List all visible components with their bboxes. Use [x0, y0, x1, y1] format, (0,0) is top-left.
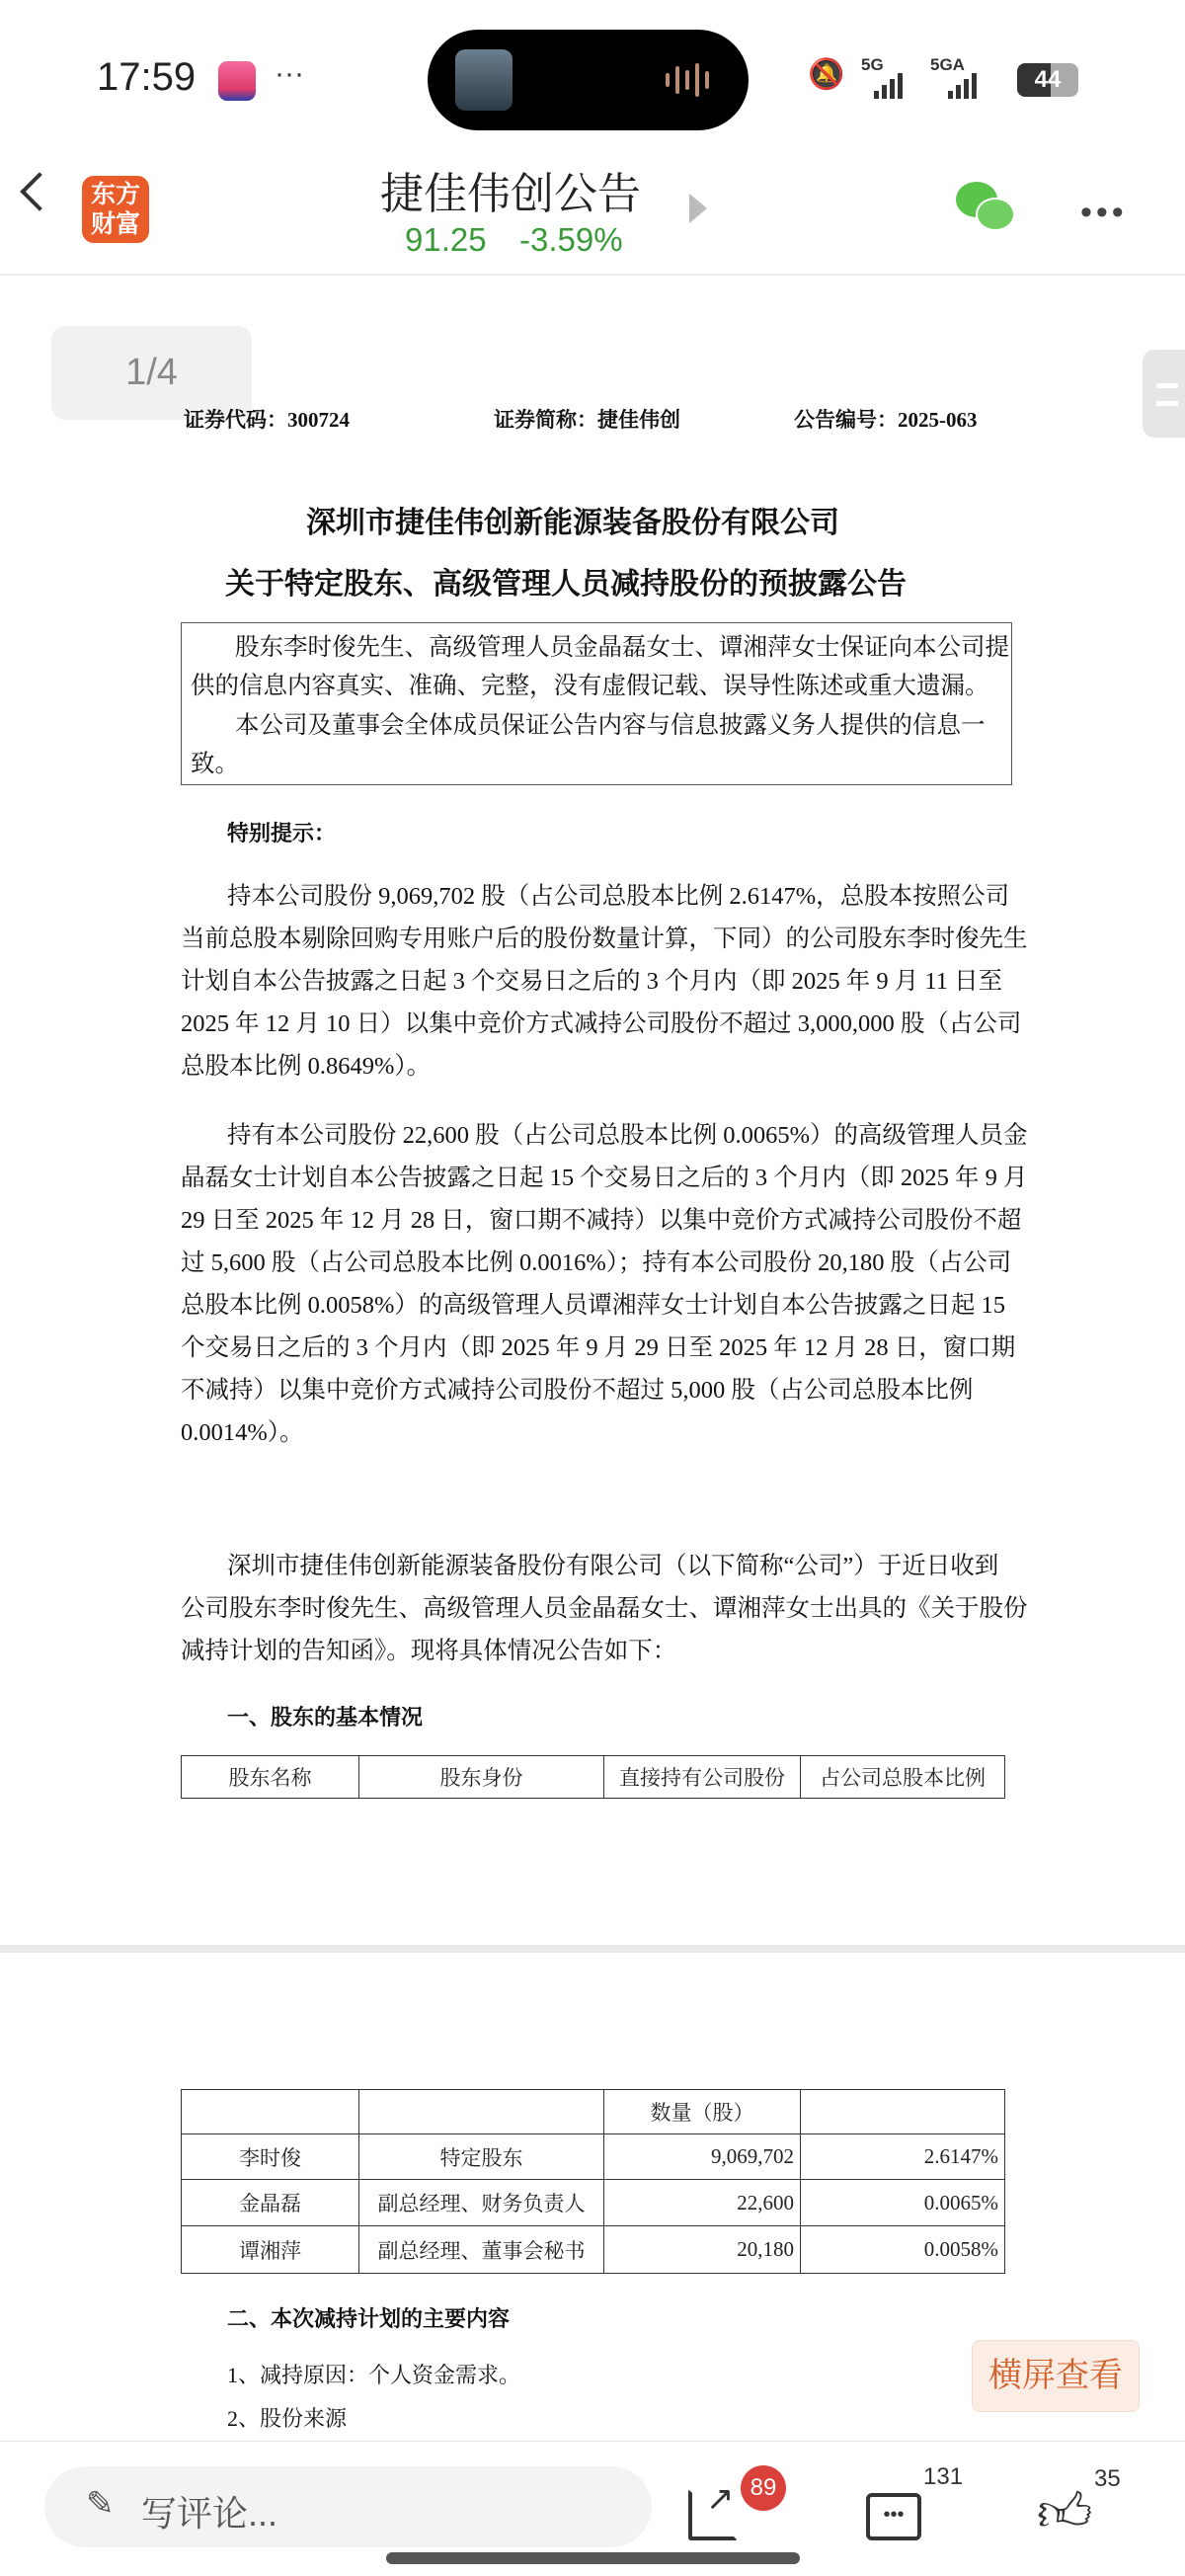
para-line: 持本公司股份 9,069,702 股（占公司总股本比例 2.6147%，总股本按照公司	[227, 883, 1010, 910]
col-header: 股东名称	[182, 1756, 359, 1799]
page-title: 捷佳伟创公告	[380, 170, 641, 218]
expand-triangle-icon[interactable]	[689, 194, 707, 223]
section-2-heading: 二、本次减持计划的主要内容	[227, 2306, 511, 2331]
share-count-badge: 89	[741, 2465, 786, 2511]
security-short-name: 证券简称：捷佳伟创	[494, 408, 680, 432]
col-subheader: 数量（股）	[604, 2090, 801, 2134]
like-icon[interactable]: 👍︎	[1037, 2483, 1093, 2542]
table-row: 李时俊 特定股东 9,069,702 2.6147%	[182, 2134, 1005, 2180]
battery-icon: 44	[1017, 63, 1078, 97]
share-icon[interactable]: ↗	[688, 2489, 738, 2540]
media-thumbnail	[455, 49, 513, 111]
comment-placeholder: 写评论...	[141, 2493, 278, 2534]
col-header: 股东身份	[359, 1756, 604, 1799]
network-5g: 5G	[861, 55, 884, 74]
mute-bell-icon: 🔕	[808, 58, 845, 91]
doc-title-line-1: 深圳市捷佳伟创新能源装备股份有限公司	[306, 507, 839, 539]
status-time: 17:59	[97, 55, 197, 99]
para-line: 计划自本公告披露之日起 3 个交易日之后的 3 个月内（即 2025 年 9 月 11 日至	[181, 968, 1003, 995]
col-header: 直接持有公司股份	[604, 1756, 801, 1799]
status-more: ···	[275, 57, 304, 90]
back-chevron-icon[interactable]	[20, 172, 59, 211]
shareholder-table	[181, 2089, 1005, 2274]
para-line: 当前总股本剔除回购专用账户后的股份数量计算，下同）的公司股东李时俊先生	[181, 926, 1028, 952]
item-2: 2、股份来源	[227, 2406, 348, 2431]
col-header: 占公司总股本比例	[801, 1756, 1005, 1799]
comment-input[interactable]	[44, 2466, 652, 2547]
para-line: 不减持）以集中竞价方式减持公司股份不超过 5,000 股（占公司总股本比例	[181, 1377, 974, 1404]
wechat-share-icon[interactable]	[956, 182, 1017, 235]
para-line: 公司股东李时俊先生、高级管理人员金晶磊女士、谭湘萍女士出具的《关于股份	[181, 1595, 1028, 1622]
para-line: 0.0014%）。	[181, 1419, 304, 1446]
network-5ga: 5GA	[930, 55, 965, 74]
stock-price: 91.25	[405, 221, 487, 258]
page-indicator: 1/4	[51, 326, 252, 420]
doc-title-line-2: 关于特定股东、高级管理人员减持股份的预披露公告	[225, 568, 907, 601]
comment-count: 131	[923, 2463, 964, 2490]
para-line: 总股本比例 0.8649%）。	[181, 1053, 432, 1080]
notice-line: 本公司及董事会全体成员保证公告内容与信息披露义务人提供的信息一	[235, 712, 986, 739]
notice-line: 致。	[191, 751, 239, 777]
signal-icon-2	[948, 73, 977, 99]
comment-icon[interactable]: •••	[866, 2493, 921, 2540]
notice-line: 股东李时俊先生、高级管理人员金晶磊女士、谭湘萍女士保证向本公司提	[235, 634, 1009, 661]
page-separator	[0, 1945, 1185, 1953]
bilibili-notification-icon	[218, 61, 256, 101]
para-line: 2025 年 12 月 10 日）以集中竞价方式减持公司股份不超过 3,000,000 股（占公司	[181, 1010, 1022, 1037]
table-row: 谭湘萍 副总经理、董事会秘书 20,180 0.0058%	[182, 2226, 1005, 2274]
para-line: 减持计划的告知函》。现将具体情况公告如下：	[181, 1638, 677, 1664]
eastmoney-logo[interactable]: 东方财富	[82, 176, 149, 243]
pencil-icon: ✎	[86, 2485, 115, 2523]
para-line: 个交易日之后的 3 个月内（即 2025 年 9 月 29 日至 2025 年 12 月 28 日，窗口期	[181, 1334, 1016, 1361]
side-drawer-handle[interactable]	[1143, 350, 1185, 438]
landscape-view-button[interactable]: 横屏查看	[972, 2340, 1140, 2412]
stock-change: -3.59%	[519, 221, 623, 258]
para-line: 总股本比例 0.0058%）的高级管理人员谭湘萍女士计划自本公告披露之日起 15	[181, 1292, 1006, 1319]
table-row: 金晶磊 副总经理、财务负责人 22,600 0.0065%	[182, 2180, 1005, 2226]
para-line: 过 5,600 股（占公司总股本比例 0.0016%）；持有本公司股份 20,180 股（占公司	[181, 1249, 1012, 1276]
para-line: 持有本公司股份 22,600 股（占公司总股本比例 0.0065%）的高级管理人员金	[227, 1122, 1028, 1149]
header-divider	[0, 274, 1185, 276]
security-code: 证券代码：300724	[184, 408, 350, 432]
dynamic-island[interactable]	[428, 30, 749, 130]
para-line: 深圳市捷佳伟创新能源装备股份有限公司（以下简称“公司”）于近日收到	[227, 1553, 999, 1579]
para-line: 晶磊女士计划自本公告披露之日起 15 个交易日之后的 3 个月内（即 2025 年 9 月	[181, 1165, 1028, 1191]
special-notice-heading: 特别提示：	[227, 821, 337, 845]
like-count: 35	[1094, 2465, 1121, 2492]
item-1: 1、减持原因：个人资金需求。	[227, 2363, 521, 2387]
section-1-heading: 一、股东的基本情况	[227, 1705, 424, 1730]
notice-line: 供的信息内容真实、准确、完整，没有虚假记载、误导性陈述或重大遗漏。	[191, 673, 989, 699]
announcement-number: 公告编号：2025-063	[794, 408, 978, 432]
bottom-bar	[0, 2441, 1185, 2576]
audio-wave-icon	[666, 63, 715, 97]
more-options-icon[interactable]: •••	[1080, 194, 1128, 231]
para-line: 29 日至 2025 年 12 月 28 日，窗口期不减持）以集中竞价方式减持公司股份不超	[181, 1207, 1022, 1234]
home-indicator[interactable]	[386, 2552, 800, 2564]
signal-icon	[874, 73, 903, 99]
shareholder-table-header	[181, 1755, 1005, 1799]
